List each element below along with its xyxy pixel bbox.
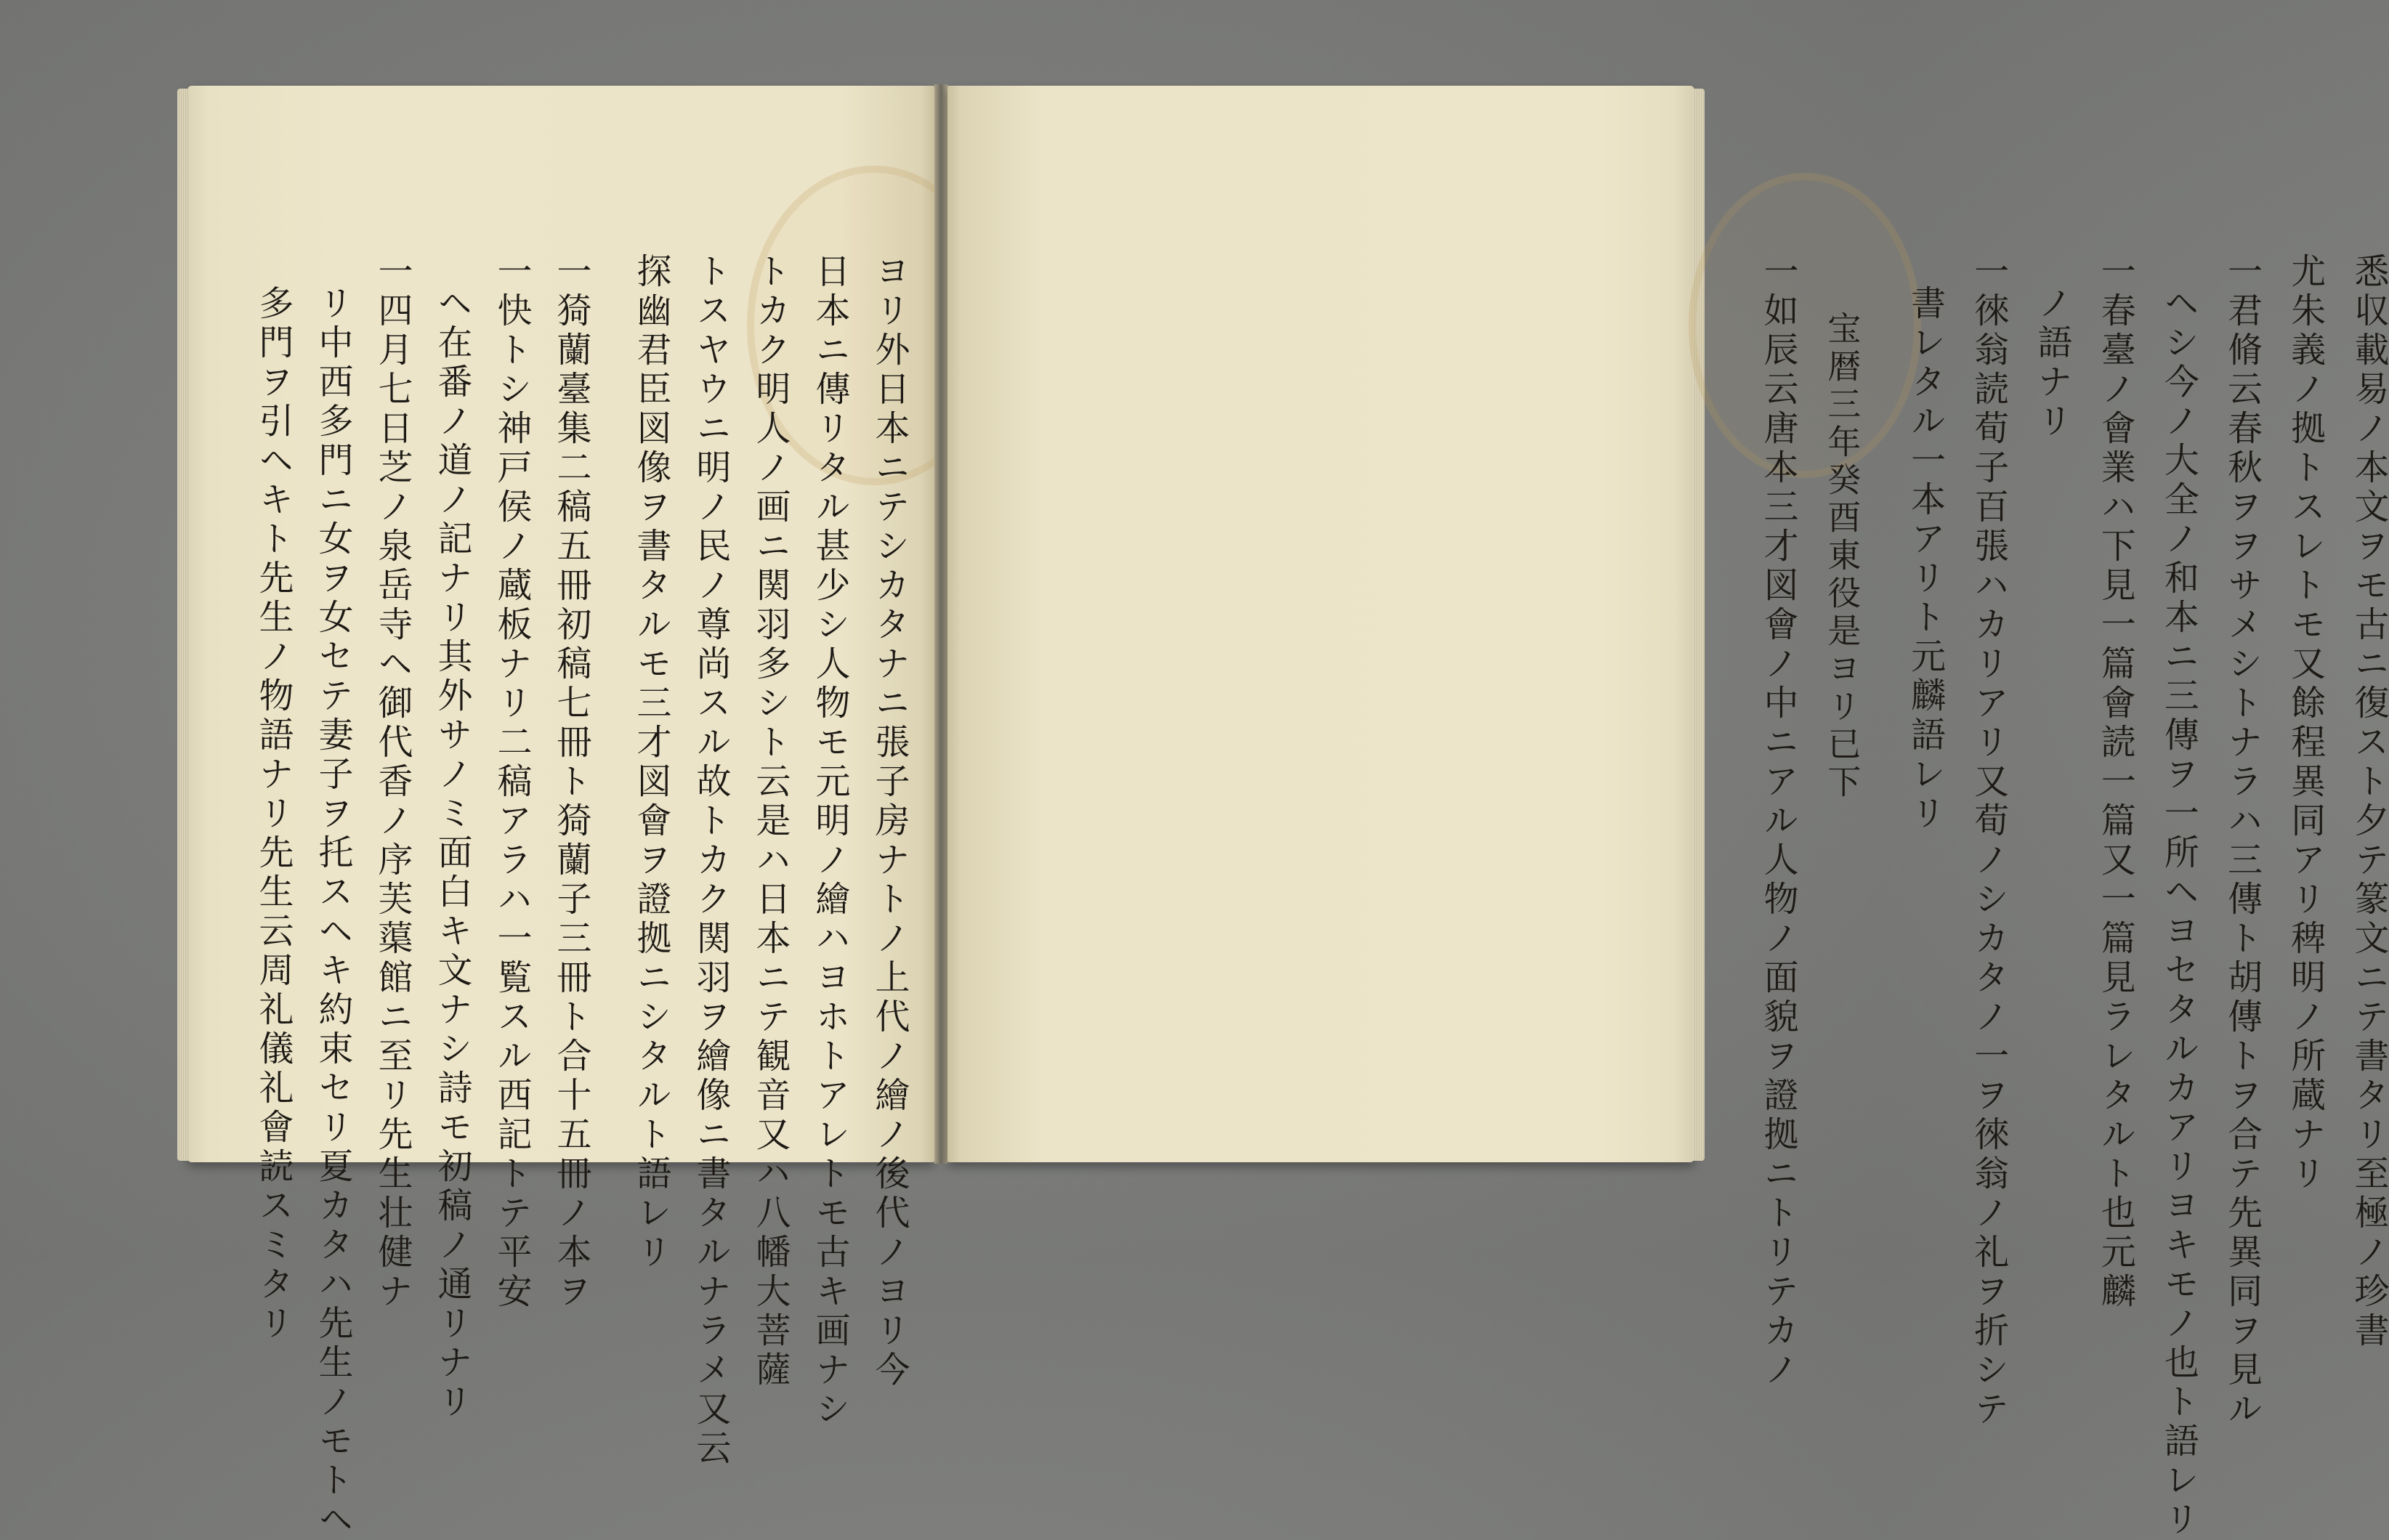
text-column: ヨリ外日本ニテシカタナニ張子房ナトノ上代ノ繪ノ後代ノヨリ今 (869, 253, 910, 1390)
text-column: ヘシ今ノ大全ノ和本ニ三傳ヲ一所ヘヨセタルカアリヨキモノ也ト語レリ (2158, 285, 2199, 1540)
left-page-edges (177, 89, 189, 1161)
text-column: 多門ヲ引ヘキト先生ノ物語ナリ先生云周礼儀礼會読スミタリ (253, 285, 294, 1344)
text-column: 探幽君臣図像ヲ書タルモ三才図會ヲ證拠ニシタルト語レリ (631, 253, 671, 1273)
text-column: 一四月七日芝ノ泉岳寺ヘ御代香ノ序芙蕖館ニ至リ先生壮健ナ (372, 253, 413, 1312)
text-column: ヘ在番ノ道ノ記ナリ其外サノミ面白キ文ナシ詩モ初稿ノ通リナリ (432, 285, 472, 1422)
book-gutter (934, 84, 947, 1164)
text-column: トカク明人ノ画ニ関羽多シト云是ハ日本ニテ観音又ハ八幡大菩薩 (750, 253, 791, 1390)
text-column: ノ語ナリ (2031, 285, 2072, 442)
text-column: 一如辰云唐本三才図會ノ中ニアル人物ノ面貌ヲ證拠ニトリテカノ (1758, 253, 1799, 1390)
left-page (187, 86, 934, 1540)
text-column: リ中西多門ニ女ヲ女セテ妻子ヲ托スヘキ約束セリ夏カタハ先生ノモトヘ (312, 285, 353, 1540)
text-column: 悉収載易ノ本文ヲモ古ニ復スト夕テ篆文ニテ書タリ至極ノ珍書 (2348, 253, 2389, 1351)
text-column: 一快トシ神戸侯ノ蔵板ナリ二稿アラハ一覧スル西記トテ平安 (491, 253, 532, 1312)
left-page-text (231, 253, 910, 1540)
text-column: 一君脩云春秋ヲヲサメシトナラハ三傳ト胡傳トヲ合テ先異同ヲ見ル (2221, 253, 2263, 1430)
right-page-text (1732, 253, 2389, 1540)
right-page (947, 86, 2389, 1540)
open-book (187, 78, 2389, 1540)
text-column: トスヤウニ明ノ民ノ尊尚スル故トカク関羽ヲ繪像ニ書タルナラメ又云 (690, 253, 731, 1469)
text-column: 一猗蘭臺集二稿五冊初稿七冊ト猗蘭子三冊ト合十五冊ノ本ヲ (551, 253, 591, 1312)
text-column: 日本ニ傳リタル甚少シ人物モ元明ノ繪ハヨホトアレトモ古キ画ナシ (809, 253, 850, 1430)
right-page-edges (1693, 89, 1705, 1161)
text-column: 一春臺ノ會業ハ下見一篇會読一篇又一篇見ラレタルト也元麟 (2095, 253, 2136, 1312)
text-column: 一徠翁読荀子百張ハカリアリ又荀ノシカタノ一ヲ徠翁ノ礼ヲ折シテ (1968, 253, 2009, 1430)
text-column: 尤朱義ノ拠トスレトモ又餘程異同アリ稗明ノ所蔵ナリ (2284, 253, 2326, 1194)
section-heading: 宝暦三年癸酉東役是ヨリ已下 (1822, 311, 1862, 802)
text-column: 書レタル一本アリト元麟語レリ (1904, 285, 1946, 834)
